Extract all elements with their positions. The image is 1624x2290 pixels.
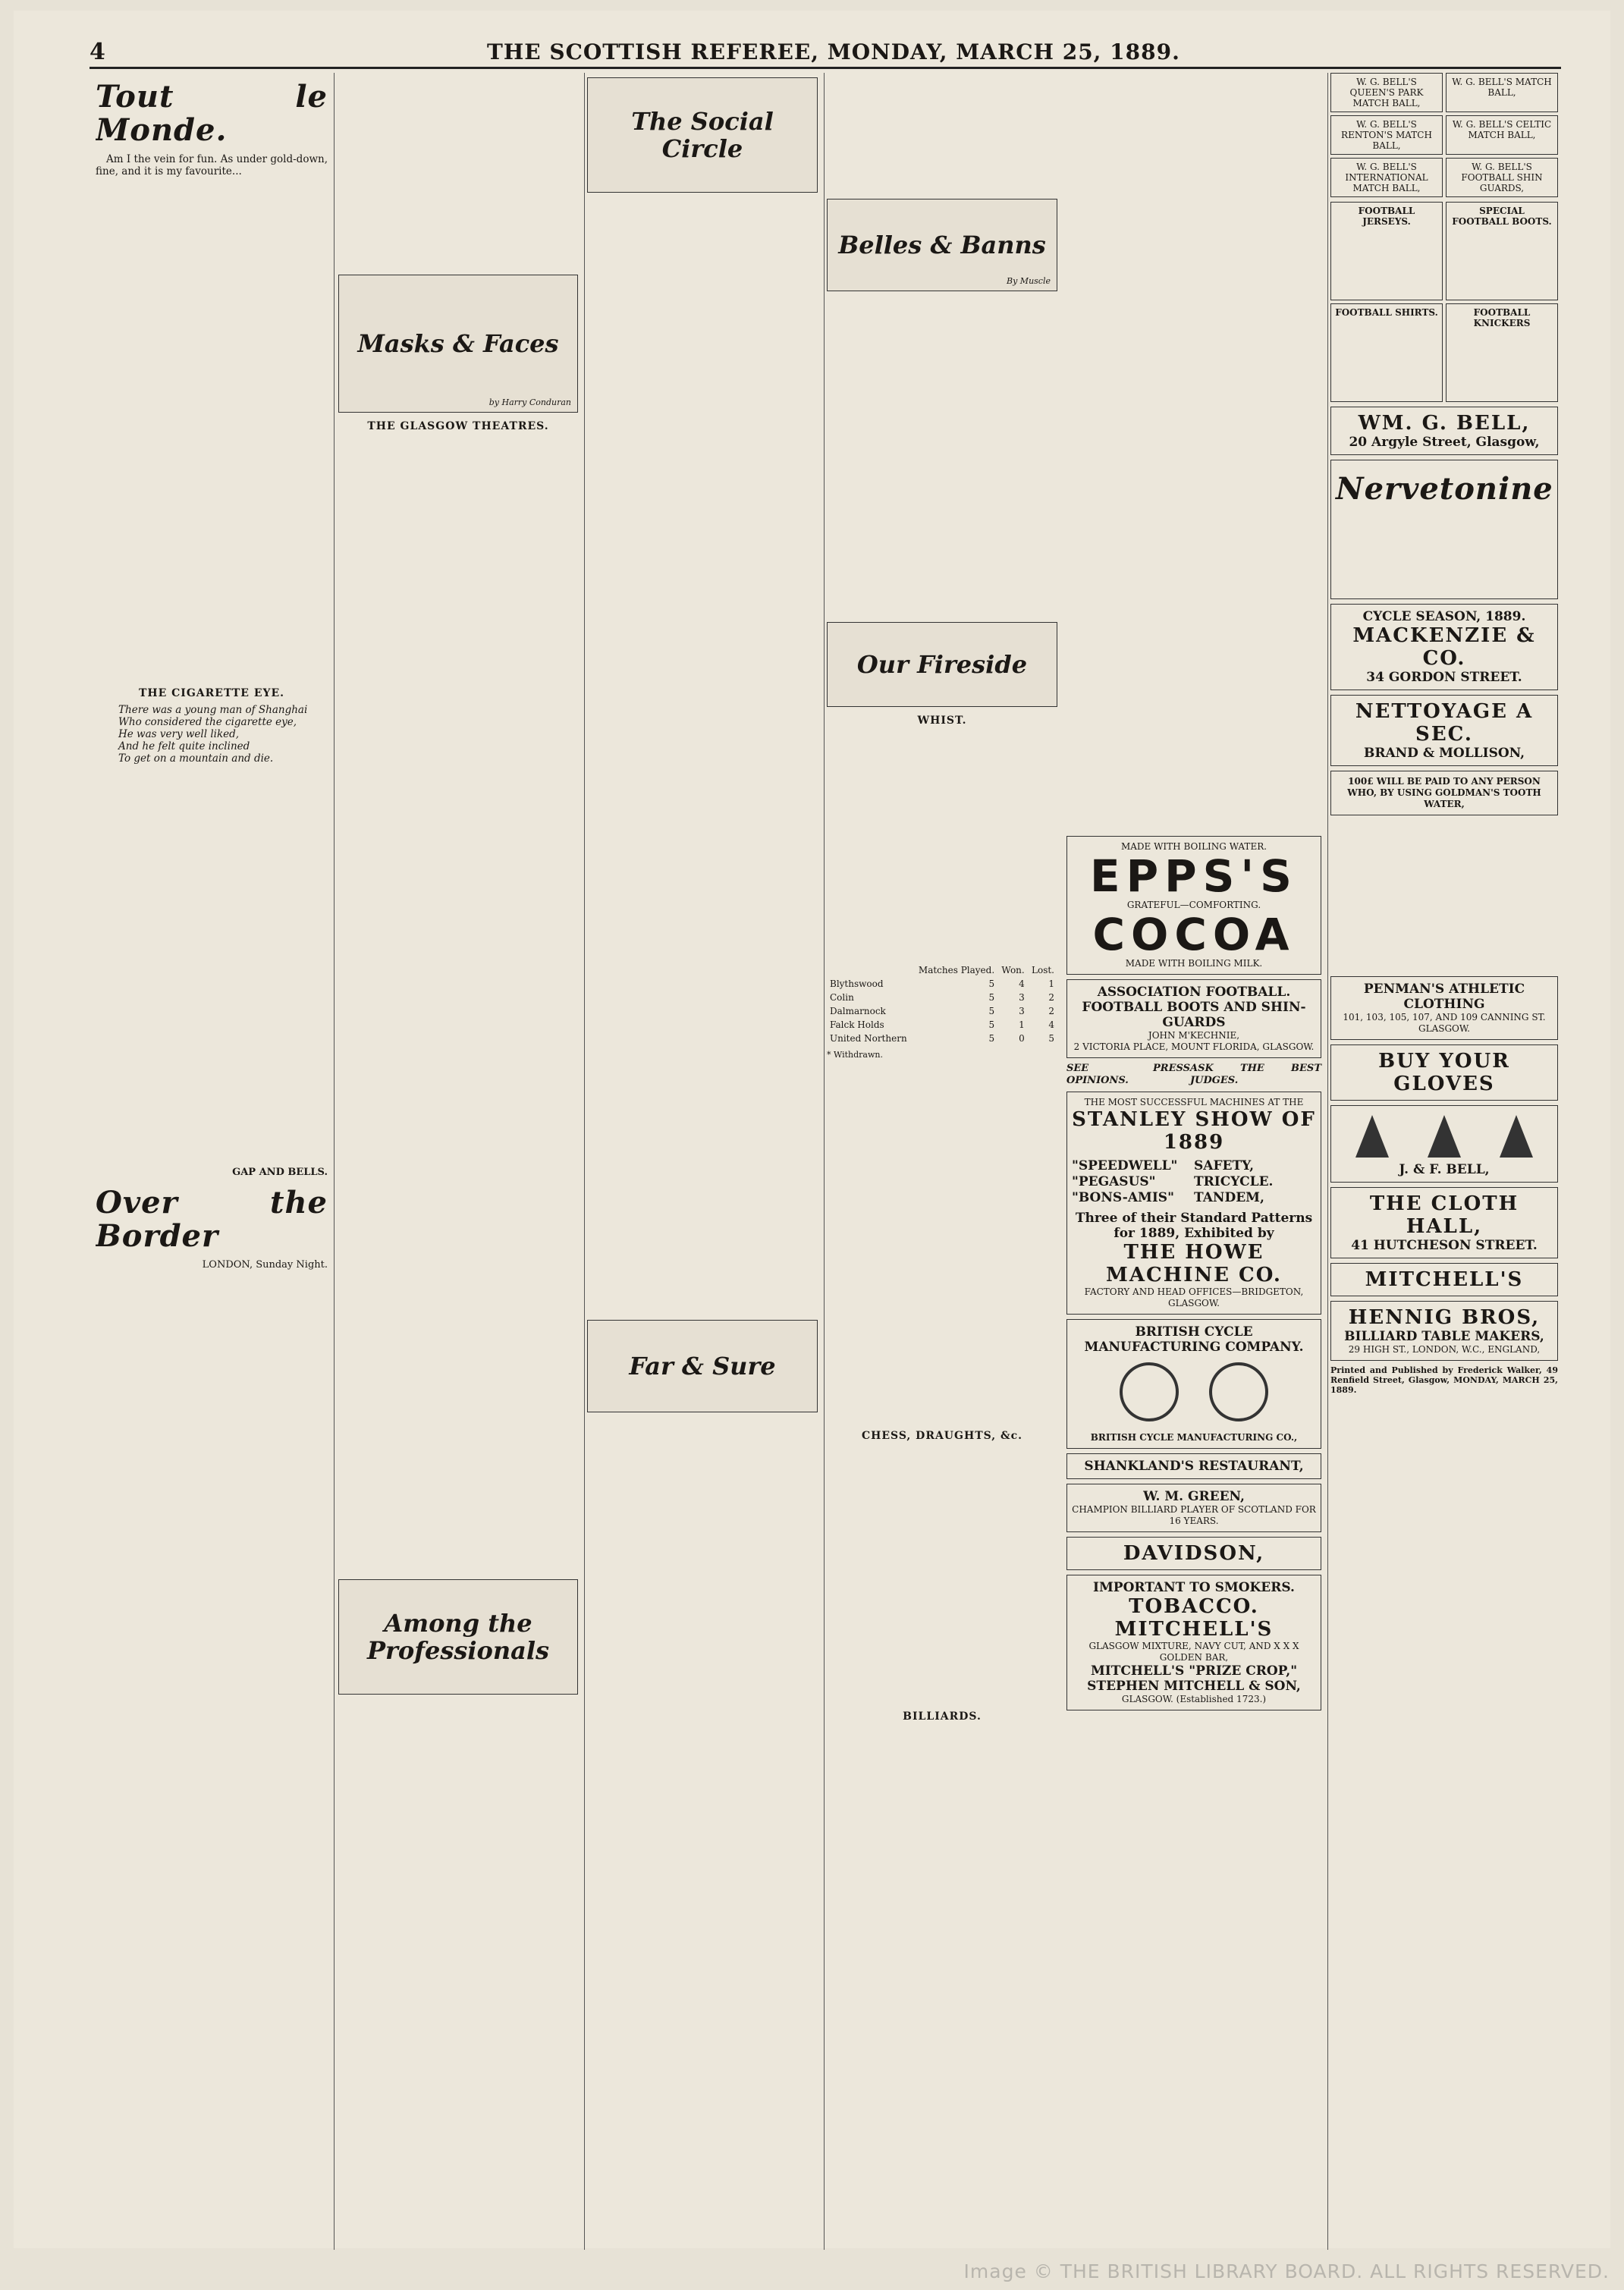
article-body-block [827,73,1057,194]
cycle-season: CYCLE SEASON, 1889. [1362,609,1526,624]
belles-banns-illustration [827,199,1057,291]
image-credit: Image © THE BRITISH LIBRARY BOARD. ALL RIGHTS RESERVED. [963,2260,1610,2282]
cigarette-poem: There was a young man of Shanghai Who considered the cigarette eye, He was very well liked, And he felt quite inclined To get on a mountain and die. [118,704,308,765]
green-ad [1066,1484,1321,1532]
article-body-block [827,299,1057,617]
table-header-row [827,963,1057,977]
page-number: 4 [90,38,106,65]
bell-icon [1355,1115,1389,1158]
table-cell: Falck Holds [830,1019,884,1030]
article-body-block [827,1447,1057,1704]
column-4 [1066,73,1328,2250]
newspaper-title: THE SCOTTISH REFEREE, MONDAY, MARCH 25, 1889. [487,39,1180,64]
cloth-hall-address: 41 HUTCHESON STREET. [1351,1238,1538,1253]
table-header: Matches Played. [918,965,995,975]
table-row [827,977,1057,991]
jf-bell-title: J. & F. BELL, [1399,1162,1490,1177]
bcmc-foot: BRITISH CYCLE MANUFACTURING CO., [1090,1432,1298,1443]
gap-and-bells-signoff: GAP AND BELLS. [232,1167,328,1178]
epps-tagline: GRATEFUL—COMFORTING. [1126,900,1261,910]
bells-row [1336,1115,1553,1158]
mackenzie-title: MACKENZIE & CO. [1352,624,1536,670]
nettoyage-ad [1330,695,1558,766]
epps-product: COCOA [1092,909,1296,960]
machine-type: TANDEM, [1194,1190,1264,1205]
knickers-ad [1446,303,1558,402]
table-cell: 2 [1048,1006,1054,1016]
hennig-title: HENNIG BROS, [1348,1306,1541,1329]
football-maker: JOHN M'KECHNIE, [1148,1030,1240,1041]
table-header [827,963,913,977]
column-5 [1330,73,1558,2250]
illustration-signature: by Harry Conduran [488,397,571,407]
shirts-title: FOOTBALL SHIRTS. [1335,307,1438,318]
article-body-block [827,731,1057,959]
whist-heading: WHIST. [917,715,967,727]
cloth-hall-ad [1330,1187,1558,1258]
stephen-mitchell: STEPHEN MITCHELL & SON, [1087,1679,1301,1694]
table-row [827,1004,1057,1018]
table-cell: 5 [988,979,995,989]
wm-bell-ad [1330,407,1558,455]
davidson-title: DAVIDSON, [1123,1542,1265,1565]
table-row [827,1018,1057,1032]
epps-lead: MADE WITH BOILING WATER. [1120,841,1267,852]
tobacco-title: TOBACCO. [1129,1595,1259,1618]
goldmans-text: 100£ WILL BE PAID TO ANY PERSON WHO, BY USING GOLDMAN'S TOOTH WATER, [1347,776,1541,809]
goldmans-ad [1330,771,1558,815]
football-address: 2 VICTORIA PLACE, MOUNT FLORIDA, GLASGOW. [1073,1041,1315,1052]
table-cell: 3 [1019,1006,1025,1016]
table-cell: Dalmarnock [830,1006,886,1016]
table-header: Won. [1001,965,1025,975]
epps-name: EPPS'S [1090,850,1298,902]
machine-type: TRICYCLE. [1194,1174,1274,1189]
table-cell: 2 [1048,992,1054,1003]
article-body-block [96,769,328,1164]
article-body-block [338,73,578,270]
table-header: Lost. [1032,965,1054,975]
smokers-lead: IMPORTANT TO SMOKERS. [1093,1580,1295,1595]
column-3 [587,73,1057,2250]
table-cell: 5 [988,1006,995,1016]
wheel-icon [1120,1362,1179,1421]
cloth-hall-title: THE CLOTH HALL, [1369,1192,1519,1238]
whist-league-table [827,963,1057,1045]
table-cell: 3 [1019,992,1025,1003]
theatres-heading: THE GLASGOW THEATRES. [367,420,549,432]
gordon-street: 34 GORDON STREET. [1366,670,1522,685]
printer-imprint: Printed and Published by Frederick Walker, 49 Renfield Street, Glasgow, MONDAY, MARCH 25, 1889. [1330,1365,1558,1395]
wg-bell-ad: W. G. BELL'S QUEEN'S PARK MATCH BALL, [1330,73,1443,112]
column-3-right [827,73,1057,2250]
press-right: ASK THE BEST JUDGES. [1190,1063,1321,1086]
wg-bell-ads-grid [1330,73,1558,197]
article-body-block [96,196,328,681]
over-the-border-heading: Over the Border [96,1185,328,1254]
nervetonine-ad [1330,460,1558,599]
column-1 [96,73,335,2250]
knickers-title: FOOTBALL KNICKERS [1473,307,1531,328]
wm-bell-address: 20 Argyle Street, Glasgow, [1349,435,1540,450]
professionals-illustration [338,1579,578,1695]
article-body-block [1066,73,1321,831]
prize-crop: MITCHELL'S "PRIZE CROP," [1090,1663,1298,1679]
table-cell: 4 [1019,979,1025,989]
article-body-block [827,1060,1057,1424]
jf-bell-ad [1330,1105,1558,1183]
column-3-left [587,73,825,2250]
penman-ad [1330,976,1558,1040]
mitchells-belfast-ad [1330,1263,1558,1296]
brand-mollison: BRAND & MOLLISON, [1363,746,1525,761]
billiards-heading: BILLIARDS. [903,1710,982,1723]
penman-title: PENMAN'S ATHLETIC CLOTHING [1363,982,1525,1012]
masks-faces-illustration [338,275,578,413]
howe-factory: FACTORY AND HEAD OFFICES—BRIDGETON, GLASGOW. [1084,1286,1304,1308]
machine-name: "SPEEDWELL" [1072,1158,1178,1173]
social-circle-title: The Social Circle [631,107,774,163]
table-footnote: * Withdrawn. [827,1050,883,1060]
stanley-show-ad [1066,1092,1321,1315]
stephen-city: GLASGOW. (Established 1723.) [1121,1694,1267,1704]
fireside-title: Our Fireside [856,650,1028,679]
mackenzie-ad [1330,604,1558,690]
article-body-block [587,200,818,1315]
jerseys-ad [1330,202,1443,300]
wm-bell-title: WM. G. BELL, [1358,412,1531,435]
masthead [90,36,1561,69]
epps-foot: MADE WITH BOILING MILK. [1125,958,1263,969]
press-opinions-row [1066,1063,1321,1087]
wg-bell-ad: W. G. BELL'S RENTON'S MATCH BALL, [1330,115,1443,155]
mitchell-sub: GLASGOW MIXTURE, NAVY CUT, AND X X X GOLDEN BAR, [1088,1641,1299,1663]
press-left: SEE PRESS OPINIONS. [1066,1063,1190,1086]
hennig-ad [1330,1301,1558,1361]
belles-banns-title: Belles & Banns [838,231,1046,259]
masks-faces-title: Masks & Faces [357,329,559,358]
stanley-lead: THE MOST SUCCESSFUL MACHINES AT THE [1084,1097,1304,1107]
body-text [96,181,328,193]
table-row [827,991,1057,1004]
border-byline: LONDON, Sunday Night. [202,1259,328,1271]
table-cell: 1 [1048,979,1054,989]
tout-intro: Am I the vein for fun. As under gold-down, fine, and it is my favourite... [96,153,328,177]
davidson-ad [1066,1537,1321,1570]
wg-bell-ad: W. G. BELL'S CELTIC MATCH BALL, [1446,115,1558,155]
table-cell: 5 [988,992,995,1003]
mitchell-tobacco-ad [1066,1575,1321,1710]
wg-bell-ad: W. G. BELL'S INTERNATIONAL MATCH BALL, [1330,158,1443,197]
howe-title: THE HOWE MACHINE CO. [1106,1241,1282,1286]
illustration-signature: By Muscle [1007,276,1051,286]
boots-ad [1446,202,1558,300]
tout-le-monde-heading: Tout le Monde. [96,79,328,148]
hennig-sub: BILLIARD TABLE MAKERS, [1344,1329,1544,1344]
stanley-title: STANLEY SHOW OF 1889 [1072,1108,1316,1154]
table-cell: 0 [1019,1033,1025,1044]
table-cell: Blythswood [830,979,884,989]
table-cell: 4 [1048,1019,1054,1030]
hennig-address: 29 HIGH ST., LONDON, W.C., ENGLAND, [1348,1344,1541,1355]
gloves-title: BUY YOUR GLOVES [1378,1050,1510,1095]
machine-name: "BONS-AMIS" [1072,1190,1174,1205]
jerseys-title: FOOTBALL JERSEYS. [1358,206,1415,227]
bicycle-icon [1072,1362,1316,1425]
nervetonine-title: Nervetonine [1336,471,1553,507]
wheel-icon [1209,1362,1268,1421]
table-cell: Colin [830,992,854,1003]
professionals-title: Among the Professionals [366,1609,550,1665]
bell-icon [1500,1115,1533,1158]
football-kit-grid [1330,202,1558,402]
ad-spacer [1330,820,1558,972]
cigarette-heading: THE CIGARETTE EYE. [138,687,285,699]
table-cell: 5 [988,1033,995,1044]
football-ad-title: ASSOCIATION FOOTBALL. FOOTBALL BOOTS AND SHIN-GUARDS [1082,985,1306,1030]
football-boots-ad [1066,979,1321,1058]
table-cell: 5 [988,1019,995,1030]
british-cycle-ad [1066,1319,1321,1449]
table-row [827,1032,1057,1045]
machine-type: SAFETY, [1194,1158,1255,1173]
green-title: W. M. GREEN, [1143,1489,1245,1504]
bell-icon [1428,1115,1461,1158]
far-and-sure-title: Far & Sure [629,1352,776,1381]
epps-cocoa-ad [1066,836,1321,975]
howe-lead: Three of their Standard Patterns for 1889, Exhibited by [1075,1211,1313,1241]
wg-bell-ad: W. G. BELL'S MATCH BALL, [1446,73,1558,112]
wg-bell-ad: W. G. BELL'S FOOTBALL SHIN GUARDS, [1446,158,1558,197]
article-body-block [338,437,578,1575]
boots-title: SPECIAL FOOTBALL BOOTS. [1452,206,1552,227]
nettoyage-title: NETTOYAGE A SEC. [1355,700,1534,746]
fireside-illustration [827,622,1057,707]
mitchells-title: MITCHELL'S [1365,1268,1524,1291]
shirts-ad [1330,303,1443,402]
column-2 [338,73,585,2250]
machines-grid [1072,1158,1316,1206]
bcmc-title: BRITISH CYCLE MANUFACTURING COMPANY. [1084,1324,1304,1355]
chess-heading: CHESS, DRAUGHTS, &c. [861,1430,1023,1442]
newspaper-page [14,11,1610,2248]
social-circle-illustration [587,77,818,193]
mitchell-title: MITCHELL'S [1114,1618,1274,1641]
shanklands-title: SHANKLAND'S RESTAURANT, [1084,1459,1304,1474]
far-and-sure-illustration [587,1320,818,1412]
table-cell: 1 [1019,1019,1025,1030]
table-cell: 5 [1048,1033,1054,1044]
penman-address: 101, 103, 105, 107, AND 109 CANNING ST. GLASGOW. [1343,1012,1546,1034]
table-cell: United Northern [830,1033,907,1044]
machine-name: "PEGASUS" [1072,1174,1156,1189]
green-sub: CHAMPION BILLIARD PLAYER OF SCOTLAND FOR 16 YEARS. [1072,1504,1316,1526]
shanklands-ad [1066,1453,1321,1479]
gloves-ad [1330,1044,1558,1101]
